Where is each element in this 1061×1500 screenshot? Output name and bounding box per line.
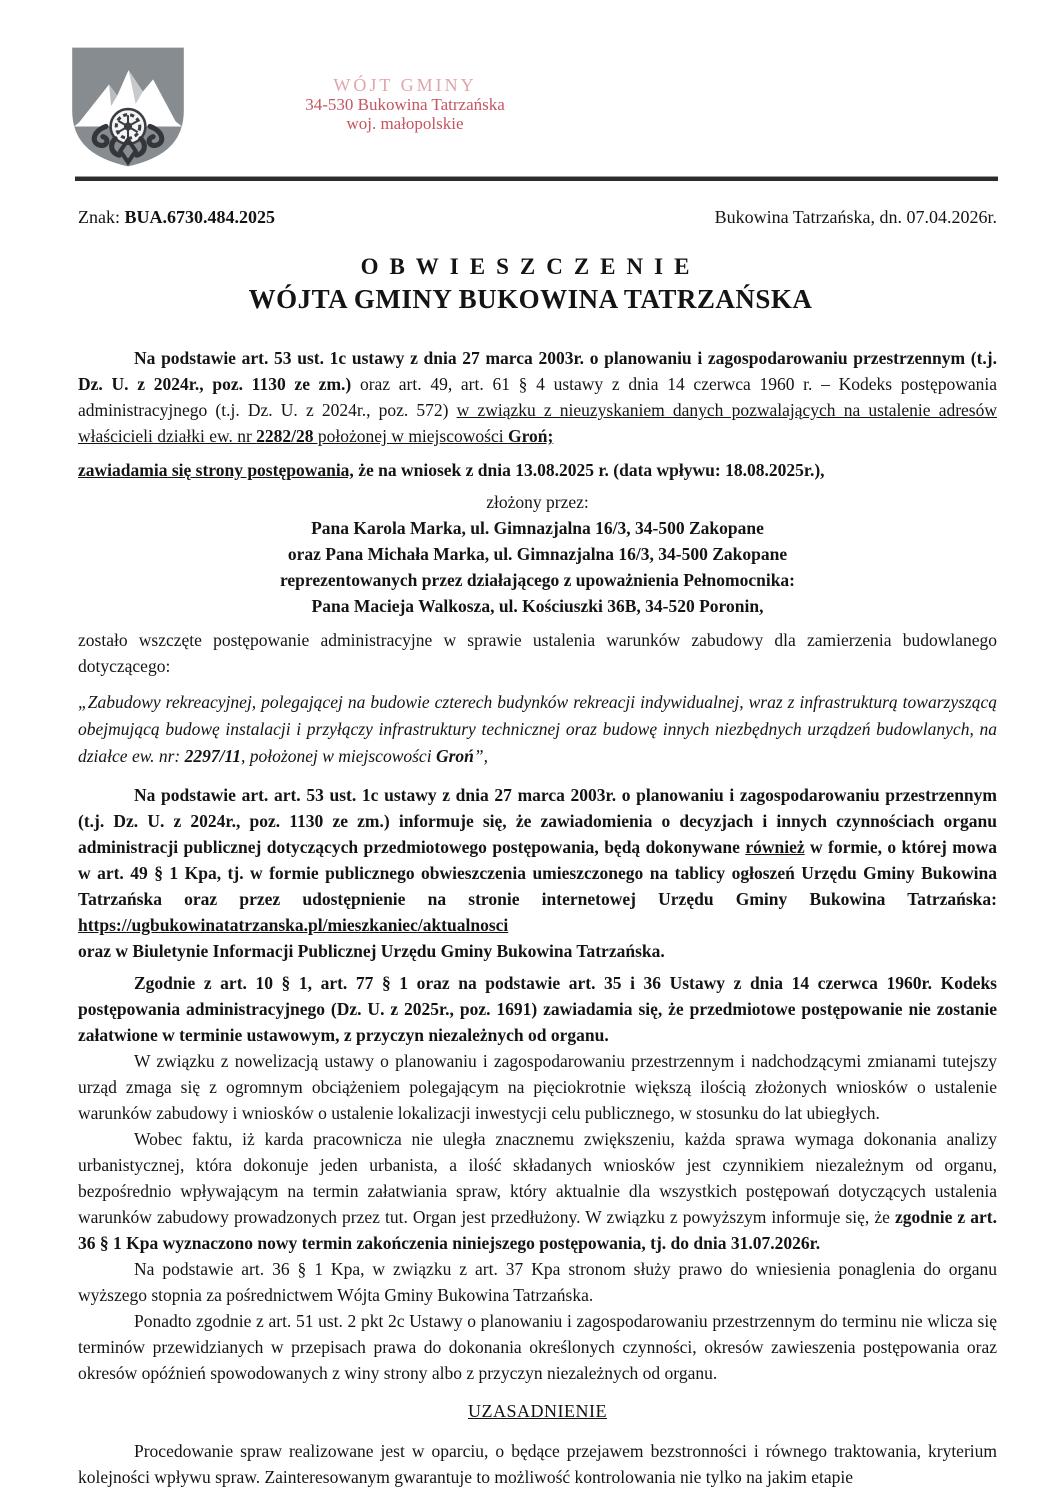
place-and-date: Bukowina Tatrzańska, dn. 07.04.2026r. [714, 207, 997, 227]
coat-of-arms-icon [64, 44, 192, 170]
case-number-value: BUA.6730.484.2025 [124, 207, 276, 227]
document-body [78, 345, 997, 1490]
stamp-voivodeship: woj. małopolskie [346, 114, 464, 133]
justification-heading [78, 1398, 997, 1424]
case-number [78, 207, 275, 228]
document-header [0, 0, 1061, 176]
applicant-intro: złożony przez: [486, 492, 589, 512]
paragraph-bip: oraz w Biuletynie Informacji Publicznej Urzędu Gminy Bukowina Tatrzańska. [78, 941, 665, 961]
stamp-address: 34-530 Bukowina Tatrzańska [305, 95, 505, 114]
paragraph-notification: zawiadamia się strony postępowania, że na wniosek z dnia 13.08.2025 r. (data wpływu: 18.08.2025r.), [78, 460, 825, 480]
applicant-line: Pana Karola Marka, ul. Gimnazjalna 16/3, 34-500 Zakopane [311, 518, 764, 538]
document-subtitle: WÓJTA GMINY BUKOWINA TATRZAŃSKA [248, 284, 813, 314]
paragraph-right-to-remind: Na podstawie art. 36 § 1 Kpa, w związku z art. 37 Kpa stronom służy prawo do wniesienia ponaglenia do organu wyższego stopnia za pośrednictwem Wójta Gminy Bukowina Tatrzańska. [78, 1259, 997, 1305]
applicant-line: oraz Pana Michała Marka, ul. Gimnazjalna 16/3, 34-500 Zakopane [287, 544, 788, 564]
justification-heading-text: UZASADNIENIE [468, 1401, 607, 1421]
stamp-office-name: WÓJT GMINY [333, 75, 477, 95]
applicant-line: reprezentowanych przez działającego z upoważnienia Pełnomocnika: [279, 570, 796, 590]
applicant-line: Pana Macieja Walkosza, ul. Kościuszki 36B, 34-520 Poronin, [311, 596, 764, 616]
paragraph-public-announcement: Na podstawie art. art. 53 ust. 1c ustawy z dnia 27 marca 2003r. o planowaniu i zagospodarowaniu przestrzennym (t.j. Dz. U. z 2024r., poz. 1130 ze zm.) informuje się, że zawiadomienia o decyzjach i innych czynnościach organu administracji publicznej dotyczących przedmiotowego postępowania, będą dokonywane również w formie, o której mowa w art. 49 § 1 Kpa, tj. w formie publicznego obwieszczenia umieszczonego na tablicy ogłoszeń Urzędu Gminy Bukowina Tatrzańska oraz przez udostępnienie na stronie internetowej Urzędu Gminy Bukowina Tatrzańska: https://ugbukowinatatrzanska.pl/mieszkaniec/aktualnosci [78, 785, 997, 935]
header-divider [75, 176, 998, 181]
paragraph-term-exclusions: Ponadto zgodnie z art. 51 ust. 2 pkt 2c Ustawy o planowaniu i zagospodarowaniu przestrzennym do terminu nie wlicza się terminów przewidzianych w przepisach prawa do dokonania określonych czynności, okresów zawieszenia postępowania oraz okresów opóźnień spowodowanych z winy strony albo z przyczyn niezależnych od organu. [78, 1311, 997, 1383]
paragraph-deadline-notice: Zgodnie z art. 10 § 1, art. 77 § 1 oraz na podstawie art. 35 i 36 Ustawy z dnia 14 czerwca 1960r. Kodeks postępowania administracyjnego (Dz. U. z 2025r., poz. 1691) zawiadamia się, że przedmiotowe postępowanie nie zostanie załatwione w terminie ustawowym, z przyczyn niezależnych od organu. [78, 973, 997, 1045]
office-stamp [240, 76, 570, 133]
paragraph-project-description: „Zabudowy rekreacyjnej, polegającej na budowie czterech budynków rekreacji indywidualnej, wraz z infrastrukturą towarzyszącą obejmującą budowę instalacji i przyłączy infrastruktury technicznej oraz budowę innych niezbędnych urządzeń budowlanych, na działce ew. nr: 2297/11, położonej w miejscowości Groń”, [78, 692, 997, 766]
paragraph-new-deadline: Wobec faktu, iż karda pracownicza nie uległa znacznemu zwiększeniu, każda sprawa wymaga dokonania analizy urbanistycznej, która dokonuje jeden urbanista, a ilość składanych wniosków jest czynnikiem niezależnym od organu, bezpośrednio wpływającym na termin załatwiania spraw, który aktualnie dla wszystkich postępowań dotyczących ustalenia warunków zabudowy prowadzonych przez tut. Organ jest przedłużony. W związku z powyższym informuje się, że zgodnie z art. 36 § 1 Kpa wyznaczono nowy termin zakończenia niniejszego postępowania, tj. do dnia 31.07.2026r. [78, 1129, 997, 1253]
paragraph-legal-basis: Na podstawie art. 53 ust. 1c ustawy z dnia 27 marca 2003r. o planowaniu i zagospodarowaniu przestrzennym (t.j. Dz. U. z 2024r., poz. 1130 ze zm.) oraz art. 49, art. 61 § 4 ustawy z dnia 14 czerwca 1960 r. – Kodeks postępowania administracyjnego (t.j. Dz. U. z 2024r., poz. 572) w związku z nieuzyskaniem danych pozwalających na ustalenie adresów właścicieli działki ew. nr 2282/28 położonej w miejscowości Groń; [78, 348, 998, 446]
applicant-block [78, 489, 997, 619]
paragraph-proceeding-started: zostało wszczęte postępowanie administracyjne w sprawie ustalenia warunków zabudowy dla zamierzenia budowlanego dotyczącego: [78, 630, 997, 676]
case-number-label: Znak: [78, 207, 125, 227]
meta-row [78, 207, 997, 228]
paragraph-justification: Procedowanie spraw realizowane jest w oparciu, o będące przejawem bezstronności i równego traktowania, kryterium kolejności wpływu spraw. Zainteresowanym gwarantuje to możliwość kontrolowania nie tylko na jakim etapie [78, 1441, 997, 1487]
paragraph-workload: W związku z nowelizacją ustawy o planowaniu i zagospodarowaniu przestrzennym i nadchodzącymi zmianami tutejszy urząd zmaga się z ogromnym obciążeniem polegającym na pięciokrotnie większą ilością złożonych wniosków o ustalenie warunków zabudowy i wniosków o ustalenie lokalizacji inwestycji celu publicznego, w stosunku do lat ubiegłych. [78, 1051, 997, 1123]
document-title: OBWIESZCZENIE [360, 254, 701, 279]
